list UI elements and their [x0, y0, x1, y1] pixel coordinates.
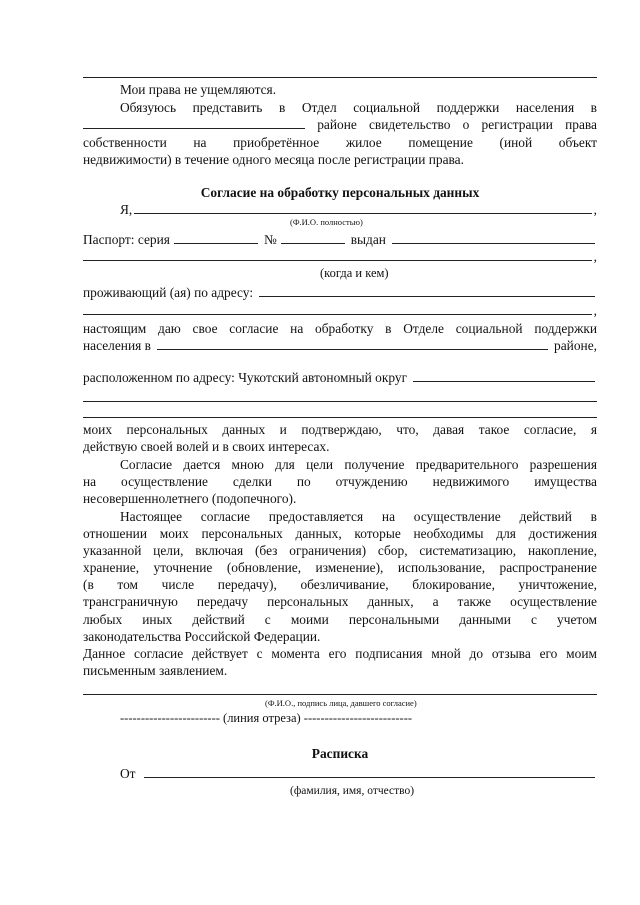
- from-label: От: [120, 766, 136, 781]
- consent-heading: Согласие на обработку персональных данных: [200, 185, 480, 200]
- when-who-caption: (когда и кем): [320, 266, 389, 280]
- passport-label: Паспорт: серия: [83, 232, 170, 247]
- obligation-line-2: [83, 116, 597, 133]
- issued-label: выдан: [350, 232, 386, 247]
- para-3-line-g: любых иных действий с моими персональными данными с учетом: [83, 612, 597, 627]
- issued-continuation-row: [83, 248, 597, 265]
- located-blank[interactable]: [413, 370, 595, 382]
- receipt-from-row: [83, 765, 597, 782]
- number-sign: №: [263, 232, 277, 247]
- district-blank[interactable]: [83, 117, 305, 129]
- para-3-line-f: трансграничную передачу персональных данных, а также осуществление: [83, 594, 597, 609]
- obligation-line-1: Обязуюсь представить в Отдел социальной поддержки населения в: [120, 100, 597, 115]
- address-blank[interactable]: [259, 285, 595, 297]
- located-blank-3[interactable]: [83, 417, 597, 418]
- located-label: расположенном по адресу: Чукотский автономный округ: [83, 370, 408, 385]
- obligation-line-3: собственности на приобретённое жилое помещение (иной объект: [83, 135, 597, 150]
- consent-line-1: настоящим даю свое согласие на обработку в Отделе социальной поддержки: [83, 321, 597, 336]
- issued-comma: ,: [593, 249, 597, 264]
- obligation-line-2-text: районе свидетельство о регистрации права: [317, 117, 597, 132]
- address-continuation-row: [83, 302, 597, 319]
- para-2-line-a: Согласие дается мною для цели получение предварительного разрешения: [120, 457, 597, 472]
- ya-label: Я,: [120, 202, 133, 217]
- fio-row: [83, 201, 597, 218]
- passport-number-blank[interactable]: [281, 232, 345, 244]
- para-3-line-h: законодательства Российской Федерации.: [83, 629, 321, 644]
- department-district-blank[interactable]: [157, 338, 548, 350]
- consent-line-2-suffix: районе,: [554, 338, 597, 353]
- para-3-line-a: Настоящее согласие предоставляется на осуществление действий в: [120, 509, 597, 524]
- rights-line: Мои права не ущемляются.: [120, 82, 277, 97]
- para-3-line-c: указанной цели, включая (без ограничения) сбор, систематизацию, накопление,: [83, 543, 597, 558]
- receipt-fio-caption: (фамилия, имя, отчество): [290, 785, 415, 797]
- issued-blank[interactable]: [392, 232, 595, 244]
- para-2-line-b: на осуществление сделки по отчуждению недвижимого имущества: [83, 474, 597, 489]
- address-row: [83, 284, 597, 301]
- address-label: проживающий (ая) по адресу:: [83, 285, 254, 300]
- address-continuation-blank[interactable]: [83, 303, 592, 315]
- located-blank-2[interactable]: [83, 401, 597, 402]
- para-3-line-b: отношении моих персональных данных, которые необходимы для достижения: [83, 526, 597, 541]
- consent-line-2: [83, 337, 597, 354]
- top-blank-line[interactable]: [83, 77, 597, 78]
- para-4-line-a: Данное согласие действует с момента его подписания мной до отзыва его моим: [83, 646, 597, 661]
- cut-line: ------------------------ (линия отреза) --------------------------: [120, 711, 413, 725]
- obligation-line-4: недвижимости) в течение одного месяца после регистрации права.: [83, 152, 464, 167]
- fio-comma: ,: [593, 202, 597, 217]
- address-comma: ,: [593, 303, 597, 318]
- para-3-line-e: (в том числе передачу), обезличивание, блокирование, уничтожение,: [83, 577, 597, 592]
- para-1-line-a: моих персональных данных и подтверждаю, что, давая такое согласие, я: [83, 422, 597, 437]
- passport-series-blank[interactable]: [174, 232, 258, 244]
- passport-row: [83, 231, 597, 248]
- fio-caption: (Ф.И.О. полностью): [290, 217, 363, 227]
- signature-caption: (Ф.И.О., подпись лица, давшего согласие): [265, 698, 417, 708]
- para-1-line-b: действую своей волей и в своих интересах.: [83, 439, 330, 454]
- para-3-line-d: хранение, уточнение (обновление, изменение), использование, распространение: [83, 560, 597, 575]
- fio-blank[interactable]: [134, 202, 591, 214]
- receipt-fio-blank[interactable]: [144, 766, 595, 778]
- consent-line-2-prefix: населения в: [83, 338, 151, 353]
- para-2-line-c: несовершеннолетнего (подопечного).: [83, 491, 297, 506]
- receipt-heading: Расписка: [311, 746, 369, 761]
- para-4-line-b: письменным заявлением.: [83, 663, 228, 678]
- issued-continuation-blank[interactable]: [83, 249, 592, 261]
- located-row: [83, 369, 597, 386]
- signature-blank[interactable]: [83, 694, 597, 695]
